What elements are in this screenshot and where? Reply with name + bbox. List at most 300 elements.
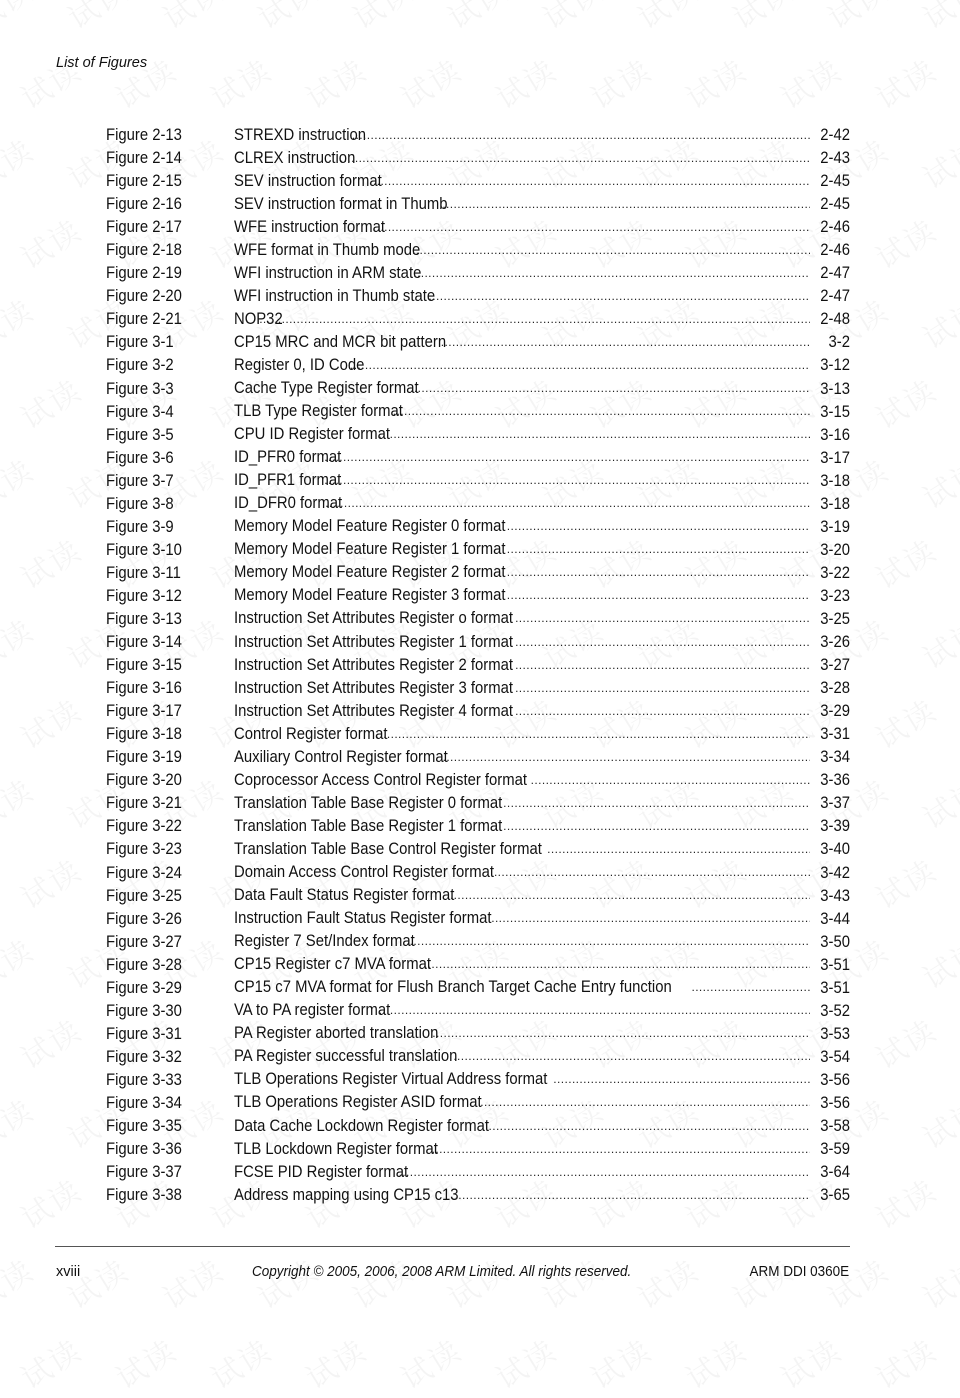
- watermark-text: [0, 1246, 41, 1317]
- figure-page-number: 3-16: [820, 425, 850, 444]
- watermark-text: [0, 1086, 41, 1157]
- watermark-text: [723, 0, 801, 38]
- watermark-text: [866, 1166, 944, 1237]
- figure-title: CP15 Register c7 MVA format: [234, 955, 431, 974]
- figure-entry[interactable]: [106, 424, 850, 447]
- dot-leader: [442, 193, 810, 216]
- figure-title-with-leader: [234, 1068, 816, 1092]
- watermark-text: [533, 0, 611, 38]
- figure-title-with-leader: [234, 723, 816, 747]
- figure-title: Translation Table Base Register 0 format: [234, 793, 503, 812]
- figure-title-with-leader: [234, 262, 816, 286]
- figure-number: Figure 3-14: [106, 633, 182, 652]
- figure-title-with-leader: [234, 815, 816, 839]
- figure-title: Instruction Set Attributes Register 3 format: [234, 678, 513, 697]
- figure-page-number: 2-45: [820, 172, 850, 191]
- figure-entry[interactable]: [106, 585, 850, 608]
- figure-number: Figure 3-7: [106, 471, 174, 490]
- figure-title-with-leader: [234, 561, 816, 585]
- watermark-text: [818, 1246, 896, 1317]
- figure-title-with-leader: [234, 884, 816, 908]
- figure-page-number: 2-42: [820, 126, 850, 144]
- watermark-text: [0, 286, 41, 357]
- watermark-text: [58, 1246, 136, 1317]
- figure-number: Figure 3-6: [106, 448, 174, 467]
- figure-page-number: 3-56: [820, 1070, 850, 1089]
- figure-title-with-leader: [234, 423, 816, 447]
- figure-entry[interactable]: [106, 447, 850, 470]
- list-of-figures: [106, 124, 850, 1207]
- figure-entry[interactable]: [106, 862, 850, 885]
- dot-leader: [340, 147, 810, 170]
- figure-entry[interactable]: [106, 378, 850, 401]
- figure-title-with-leader: [234, 999, 816, 1023]
- watermark-text: [676, 1326, 754, 1397]
- watermark-text: [11, 1006, 89, 1077]
- figure-number: Figure 3-32: [106, 1047, 182, 1066]
- figure-title-with-leader: [234, 515, 816, 539]
- figure-entry[interactable]: [106, 977, 850, 1000]
- figure-title: VA to PA register format: [234, 1001, 391, 1020]
- figure-title: Memory Model Feature Register 1 format: [234, 540, 506, 559]
- watermark-text: [913, 1246, 960, 1317]
- watermark-text: [391, 46, 469, 117]
- figure-page-number: 3-51: [820, 978, 850, 997]
- figure-number: Figure 3-12: [106, 586, 182, 605]
- dot-leader: [507, 538, 810, 561]
- figure-title: Coprocessor Access Control Register format: [234, 770, 527, 789]
- figure-entry[interactable]: [106, 1092, 850, 1115]
- figure-title: SEV instruction format: [234, 171, 382, 190]
- watermark-text: [866, 846, 944, 917]
- watermark-text: [11, 526, 89, 597]
- dot-leader: [429, 285, 810, 308]
- watermark-text: [771, 1326, 849, 1397]
- figure-number: Figure 3-9: [106, 517, 174, 536]
- dot-leader: [399, 1161, 810, 1184]
- figure-page-number: 3-22: [820, 563, 850, 582]
- figure-number: Figure 3-1: [106, 333, 174, 352]
- figure-entry[interactable]: [106, 954, 850, 977]
- figure-title: Memory Model Feature Register 2 format: [234, 563, 506, 582]
- dot-leader: [410, 377, 810, 400]
- figure-page-number: 3-50: [820, 932, 850, 951]
- figure-number: Figure 3-37: [106, 1163, 182, 1182]
- figure-title: Instruction Set Attributes Register 1 format: [234, 632, 513, 651]
- figure-entry[interactable]: [106, 124, 850, 147]
- figure-page-number: 3-20: [820, 540, 850, 559]
- dot-leader: [515, 607, 810, 630]
- dot-leader: [455, 1184, 810, 1207]
- figure-title: FCSE PID Register format: [234, 1162, 409, 1181]
- figure-title: WFE instruction format: [234, 217, 386, 236]
- dot-leader: [324, 469, 810, 492]
- dot-leader: [393, 400, 810, 423]
- figure-page-number: 3-54: [820, 1047, 850, 1066]
- figure-title-with-leader: [234, 538, 816, 562]
- figure-page-number: 3-65: [820, 1186, 850, 1205]
- figure-number: Figure 3-23: [106, 840, 182, 859]
- dot-leader: [324, 446, 810, 469]
- figure-page-number: 3-42: [820, 863, 850, 882]
- figure-entry[interactable]: [106, 285, 850, 308]
- dot-leader: [503, 815, 810, 838]
- figure-number: Figure 2-14: [106, 149, 182, 168]
- watermark-text: [11, 206, 89, 277]
- watermark-text: [11, 686, 89, 757]
- figure-title-with-leader: [234, 216, 816, 240]
- dot-leader: [515, 677, 810, 700]
- figure-page-number: 3-58: [820, 1117, 850, 1136]
- figure-entry[interactable]: [106, 354, 850, 377]
- figure-entry[interactable]: [106, 239, 850, 262]
- watermark-text: [913, 1086, 960, 1157]
- figure-title-with-leader: [234, 1091, 816, 1115]
- figure-title-with-leader: [234, 1138, 816, 1162]
- figure-title-with-leader: [234, 331, 816, 355]
- footer-divider: [55, 1246, 850, 1247]
- figure-entry[interactable]: [106, 1069, 850, 1092]
- figure-title: NOP32: [234, 309, 283, 328]
- figure-number: Figure 2-21: [106, 310, 182, 329]
- figure-title: Instruction Set Attributes Register 4 format: [234, 701, 513, 720]
- figure-title-with-leader: [234, 930, 816, 954]
- watermark-text: [866, 1006, 944, 1077]
- watermark-text: [201, 46, 279, 117]
- dot-leader: [691, 976, 810, 999]
- dot-leader: [406, 930, 810, 953]
- watermark-text: [676, 46, 754, 117]
- watermark-text: [0, 606, 41, 677]
- dot-leader: [379, 999, 810, 1022]
- figure-title-with-leader: [234, 170, 816, 194]
- figure-title: ID_DFR0 format: [234, 494, 343, 513]
- figure-title-with-leader: [234, 953, 816, 977]
- figure-title: PA Register successful translation: [234, 1047, 458, 1066]
- watermark-text: [581, 46, 659, 117]
- watermark-text: [0, 0, 41, 38]
- figure-entry[interactable]: [106, 885, 850, 908]
- figure-entry[interactable]: [106, 700, 850, 723]
- figure-number: Figure 2-18: [106, 241, 182, 260]
- figure-title-with-leader: [234, 285, 816, 309]
- figure-entry[interactable]: [106, 1023, 850, 1046]
- watermark-text: [866, 686, 944, 757]
- watermark-text: [866, 526, 944, 597]
- watermark-text: [0, 126, 41, 197]
- figure-page-number: 3-40: [820, 840, 850, 859]
- watermark-text: [0, 766, 41, 837]
- figure-number: Figure 3-13: [106, 609, 182, 628]
- figure-title: Instruction Set Attributes Register o format: [234, 609, 513, 628]
- figure-title: TLB Operations Register Virtual Address format: [234, 1070, 548, 1089]
- figure-title-with-leader: [234, 1115, 816, 1139]
- figure-entry[interactable]: [106, 677, 850, 700]
- figure-title-with-leader: [234, 446, 816, 470]
- figure-entry[interactable]: [106, 631, 850, 654]
- figure-entry[interactable]: [106, 931, 850, 954]
- figure-page-number: 2-46: [820, 218, 850, 237]
- watermark-text: [486, 1326, 564, 1397]
- figure-page-number: 3-37: [820, 794, 850, 813]
- dot-leader: [491, 907, 810, 930]
- figure-title: Domain Access Control Register format: [234, 863, 494, 881]
- figure-page-number: 3-52: [820, 1001, 850, 1020]
- figure-title: Translation Table Base Control Register format: [234, 839, 542, 858]
- figure-page-number: 2-45: [820, 195, 850, 214]
- figure-entry[interactable]: [106, 216, 850, 239]
- figure-number: Figure 2-19: [106, 264, 182, 283]
- figure-page-number: 3-13: [820, 379, 850, 398]
- figure-number: Figure 2-15: [106, 172, 182, 191]
- figure-number: Figure 3-20: [106, 771, 182, 790]
- figure-title-with-leader: [234, 308, 816, 332]
- figure-number: Figure 3-16: [106, 679, 182, 698]
- figure-number: Figure 3-25: [106, 886, 182, 905]
- figure-entry[interactable]: [106, 331, 850, 354]
- figure-entry[interactable]: [106, 608, 850, 631]
- figure-title-with-leader: [234, 838, 816, 862]
- dot-leader: [432, 1138, 810, 1161]
- figure-entry[interactable]: [106, 1184, 850, 1207]
- figure-number: Figure 3-30: [106, 1001, 182, 1020]
- figure-number: Figure 3-22: [106, 817, 182, 836]
- figure-title: Translation Table Base Register 1 format: [234, 816, 503, 835]
- figure-title: Data Cache Lockdown Register format: [234, 1116, 490, 1135]
- figure-entry[interactable]: [106, 1115, 850, 1138]
- figure-page-number: 3-15: [820, 402, 850, 421]
- figure-entry[interactable]: [106, 1046, 850, 1069]
- figure-title-with-leader: [234, 1184, 816, 1208]
- watermark-text: [343, 1246, 421, 1317]
- figure-title-with-leader: [234, 607, 816, 631]
- figure-page-number: 2-43: [820, 149, 850, 168]
- figure-title: CLREX instruction: [234, 148, 356, 167]
- figure-page-number: 3-12: [820, 356, 850, 375]
- figure-number: Figure 3-27: [106, 932, 182, 951]
- figure-page-number: 3-34: [820, 748, 850, 767]
- figure-page-number: 3-28: [820, 679, 850, 698]
- figure-title-with-leader: [234, 584, 816, 608]
- watermark-text: [296, 1326, 374, 1397]
- figure-number: Figure 2-16: [106, 195, 182, 214]
- figure-page-number: 3-59: [820, 1140, 850, 1159]
- watermark-text: [0, 446, 41, 517]
- figure-number: Figure 3-3: [106, 379, 174, 398]
- dot-leader: [488, 1115, 810, 1138]
- figure-entry[interactable]: [106, 1161, 850, 1184]
- figure-number: Figure 3-29: [106, 978, 182, 997]
- figure-title-with-leader: [234, 377, 816, 401]
- figure-title-with-leader: [234, 746, 816, 770]
- figure-number: Figure 3-26: [106, 909, 182, 928]
- figure-entry[interactable]: [106, 838, 850, 861]
- watermark-text: [866, 1326, 944, 1397]
- figure-entry[interactable]: [106, 470, 850, 493]
- figure-title-with-leader: [234, 354, 816, 378]
- figure-entry[interactable]: [106, 147, 850, 170]
- figure-title: Cache Type Register format: [234, 379, 419, 398]
- figure-title: Address mapping using CP15 c13: [234, 1185, 459, 1204]
- figure-page-number: 3-17: [820, 448, 850, 467]
- figure-page-number: 2-47: [820, 287, 850, 306]
- figure-entry[interactable]: [106, 723, 850, 746]
- figure-page-number: 3-18: [820, 471, 850, 490]
- figure-entry[interactable]: [106, 170, 850, 193]
- figure-title: ID_PFR1 format: [234, 471, 342, 490]
- figure-number: Figure 3-5: [106, 425, 174, 444]
- figure-entry[interactable]: [106, 746, 850, 769]
- figure-title-with-leader: [234, 907, 816, 931]
- dot-leader: [350, 354, 810, 377]
- watermark-text: [913, 926, 960, 997]
- figure-entry[interactable]: [106, 262, 850, 285]
- watermark-text: [391, 1326, 469, 1397]
- figure-number: Figure 3-2: [106, 356, 174, 375]
- figure-title: Control Register format: [234, 724, 388, 743]
- figure-page-number: 3-18: [820, 494, 850, 513]
- figure-title: WFI instruction in ARM state: [234, 263, 422, 282]
- figure-entry[interactable]: [106, 493, 850, 516]
- watermark-text: [913, 0, 960, 38]
- figure-entry[interactable]: [106, 654, 850, 677]
- dot-leader: [494, 861, 810, 884]
- figure-title: STREXD instruction: [234, 125, 367, 144]
- figure-title-with-leader: [234, 492, 816, 516]
- figure-title: CPU ID Register format: [234, 425, 390, 444]
- watermark-text: [296, 46, 374, 117]
- watermark-text: [11, 846, 89, 917]
- figure-title-with-leader: [234, 792, 816, 816]
- dot-leader: [412, 239, 810, 262]
- figure-entry[interactable]: [106, 308, 850, 331]
- figure-entry[interactable]: [106, 1138, 850, 1161]
- dot-leader: [503, 792, 810, 815]
- figure-page-number: 3-53: [820, 1024, 850, 1043]
- footer-doc-id: ARM DDI 0360E: [749, 1264, 849, 1280]
- figure-page-number: 3-44: [820, 909, 850, 928]
- figure-number: Figure 3-11: [106, 563, 181, 582]
- figure-entry[interactable]: [106, 401, 850, 424]
- figure-number: Figure 3-4: [106, 402, 174, 421]
- figure-title: TLB Lockdown Register format: [234, 1139, 438, 1158]
- watermark-text: [913, 446, 960, 517]
- figure-title: WFE format in Thumb mode: [234, 240, 421, 259]
- dot-leader: [507, 515, 810, 538]
- figure-number: Figure 3-10: [106, 540, 182, 559]
- watermark-text: [771, 46, 849, 117]
- figure-title: PA Register aborted translation: [234, 1024, 439, 1043]
- figure-page-number: 3-64: [820, 1163, 850, 1182]
- figure-entry[interactable]: [106, 1000, 850, 1023]
- figure-entry[interactable]: [106, 193, 850, 216]
- figure-entry[interactable]: [106, 769, 850, 792]
- watermark-text: [11, 366, 89, 437]
- figure-entry[interactable]: [106, 539, 850, 562]
- figure-title-with-leader: [234, 769, 816, 793]
- watermark-text: [581, 1326, 659, 1397]
- watermark-text: [153, 1246, 231, 1317]
- figure-number: Figure 3-31: [106, 1024, 182, 1043]
- figure-page-number: 2-47: [820, 264, 850, 283]
- watermark-text: [818, 0, 896, 38]
- watermark-text: [438, 0, 516, 38]
- watermark-text: [913, 286, 960, 357]
- figure-number: Figure 3-35: [106, 1117, 182, 1136]
- watermark-text: [11, 1166, 89, 1237]
- watermark-text: [533, 1246, 611, 1317]
- figure-title: TLB Type Register format: [234, 402, 403, 421]
- figure-title-with-leader: [234, 400, 816, 424]
- dot-leader: [373, 216, 810, 239]
- watermark-text: [153, 0, 231, 38]
- figure-number: Figure 2-13: [106, 126, 182, 144]
- figure-number: Figure 3-36: [106, 1140, 182, 1159]
- figure-entry[interactable]: [106, 516, 850, 539]
- watermark-text: [248, 0, 326, 38]
- figure-page-number: 2-48: [820, 310, 850, 329]
- figure-number: Figure 3-8: [106, 494, 174, 513]
- watermark-text: [913, 126, 960, 197]
- figure-page-number: 3-43: [820, 886, 850, 905]
- figure-page-number: 3-31: [820, 725, 850, 744]
- dot-leader: [259, 308, 810, 331]
- figure-title-with-leader: [234, 1045, 816, 1069]
- figure-page-number: 3-26: [820, 633, 850, 652]
- watermark-text: [201, 1326, 279, 1397]
- figure-title-with-leader: [234, 976, 816, 1000]
- figure-title-with-leader: [234, 631, 816, 655]
- figure-number: Figure 3-28: [106, 955, 182, 974]
- dot-leader: [547, 838, 810, 861]
- dot-leader: [376, 723, 810, 746]
- figure-title-with-leader: [234, 1022, 816, 1046]
- figure-entry[interactable]: [106, 792, 850, 815]
- dot-leader: [453, 1045, 810, 1068]
- figure-entry[interactable]: [106, 562, 850, 585]
- watermark-text: [913, 766, 960, 837]
- figure-title-with-leader: [234, 677, 816, 701]
- dot-leader: [450, 884, 810, 907]
- figure-number: Figure 3-38: [106, 1186, 182, 1205]
- watermark-text: [106, 1326, 184, 1397]
- dot-leader: [441, 331, 810, 354]
- watermark-text: [11, 1326, 89, 1397]
- figure-page-number: 3-51: [820, 955, 850, 974]
- figure-title: Memory Model Feature Register 0 format: [234, 517, 506, 536]
- figure-title: CP15 c7 MVA format for Flush Branch Target Cache Entry function: [234, 978, 672, 997]
- figure-page-number: 3-27: [820, 656, 850, 675]
- figure-entry[interactable]: [106, 908, 850, 931]
- dot-leader: [432, 1022, 810, 1045]
- figure-title-with-leader: [234, 239, 816, 263]
- figure-title: Data Fault Status Register format: [234, 886, 455, 905]
- figure-number: Figure 3-18: [106, 725, 182, 744]
- figure-page-number: 3-39: [820, 817, 850, 836]
- dot-leader: [369, 170, 810, 193]
- watermark-text: [866, 206, 944, 277]
- figure-entry[interactable]: [106, 815, 850, 838]
- figure-number: Figure 3-33: [106, 1070, 182, 1089]
- figure-number: Figure 3-19: [106, 748, 182, 767]
- figure-number: Figure 3-24: [106, 863, 182, 882]
- figure-title: Register 0, ID Code: [234, 355, 365, 374]
- figure-title: Memory Model Feature Register 3 format: [234, 586, 506, 605]
- watermark-text: [866, 46, 944, 117]
- watermark-text: [723, 1246, 801, 1317]
- dot-leader: [325, 492, 810, 515]
- watermark-text: [58, 0, 136, 38]
